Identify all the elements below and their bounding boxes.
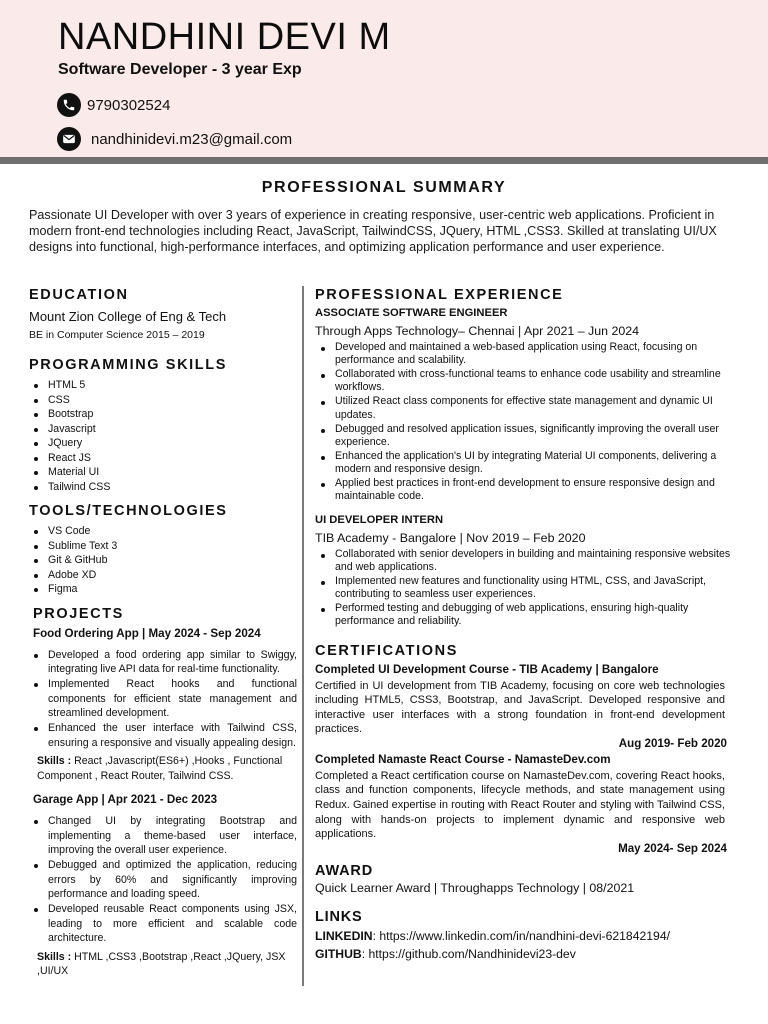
cert-date-namaste: May 2024- Sep 2024 bbox=[618, 841, 727, 855]
github-label: GITHUB bbox=[315, 946, 362, 961]
list-item: Developed reusable React components using JSX, leading to more efficient and scalable code architecture. bbox=[29, 902, 297, 946]
list-item: Bootstrap bbox=[29, 407, 297, 422]
phone-number[interactable]: 9790302524 bbox=[87, 96, 171, 114]
github-link[interactable] bbox=[315, 947, 749, 961]
education-heading: EDUCATION bbox=[29, 287, 129, 303]
left-column bbox=[29, 287, 297, 979]
list-item: Developed and maintained a web-based application using React, focusing on performance and scalability. bbox=[316, 341, 749, 368]
candidate-role: Software Developer - 3 year Exp bbox=[58, 61, 302, 78]
list-item: Applied best practices in front-end development to ensure responsive design and maintainable code. bbox=[316, 477, 749, 504]
project-title-garage: Garage App | Apr 2021 - Dec 2023 bbox=[33, 793, 218, 806]
list-item: JQuery bbox=[29, 436, 297, 451]
list-item: CSS bbox=[29, 393, 297, 408]
award-text: Quick Learner Award | Throughapps Technology | 08/2021 bbox=[315, 880, 635, 895]
cert-title-tib: Completed UI Development Course - TIB Academy | Bangalore bbox=[315, 662, 659, 676]
list-item: VS Code bbox=[29, 524, 297, 539]
project-title-food-ordering: Food Ordering App | May 2024 - Sep 2024 bbox=[33, 626, 261, 640]
skills-label: Skills : bbox=[37, 950, 72, 963]
list-item: Adobe XD bbox=[29, 568, 297, 583]
list-item: Collaborated with senior developers in building and maintaining responsive websites and web applications. bbox=[316, 548, 749, 575]
header-divider bbox=[0, 157, 768, 164]
summary-heading: PROFESSIONAL SUMMARY bbox=[261, 179, 507, 196]
linkedin-label: LINKEDIN bbox=[315, 928, 373, 943]
list-item: Changed UI by integrating Bootstrap and implementing a theme-based user interface, improving the overall user experience. bbox=[29, 814, 297, 858]
email-contact bbox=[57, 127, 292, 151]
list-item: Developed a food ordering app similar to Swiggy, integrating live API data for real-time functionality. bbox=[29, 648, 297, 677]
mail-icon bbox=[57, 127, 81, 151]
list-item: Utilized React class components for effective state management and dynamic UI updates. bbox=[316, 395, 749, 422]
summary-text: Passionate UI Developer with over 3 years of experience in creating responsive, user-centric web applications. Proficient in modern front-end technologies including React, JavaScript, TailwindCSS, JQuery, HTML ,CSS3. Skilled at translating UI/UX designs into functional, high-performance interfaces, and optimizing application performance and user experience. bbox=[29, 208, 717, 254]
project-skills-food-ordering bbox=[29, 754, 297, 783]
job-bullets-intern bbox=[315, 548, 749, 629]
skills-list bbox=[29, 378, 297, 494]
education-school: Mount Zion College of Eng & Tech bbox=[29, 309, 227, 324]
cert-text-namaste: Completed a React certification course on NamasteDev.com, covering React hooks, class and function components, lifecycle methods, and state management using Redux. Gained expertise in routing with React Router and styling with Tailwind CSS, along with hands-on projects to implement dynamic and responsive web applications. bbox=[315, 769, 725, 841]
job-meta-intern: TIB Academy - Bangalore | Nov 2019 – Feb 2020 bbox=[315, 530, 586, 545]
job-title-intern: UI DEVELOPER INTERN bbox=[315, 513, 444, 526]
skills-value: React ,Javascript(ES6+) ,Hooks , Functional Component , React Router, Tailwind CSS. bbox=[37, 755, 283, 782]
skills-label: Skills : bbox=[37, 755, 72, 767]
project-bullets-garage bbox=[29, 814, 297, 946]
list-item: Implemented React hooks and functional components for efficient state management and streamlined development. bbox=[29, 677, 297, 721]
github-url[interactable]: : https://github.com/Nandhinidevi23-dev bbox=[361, 946, 576, 961]
job-bullets-associate bbox=[315, 341, 749, 504]
cert-title-namaste: Completed Namaste React Course - NamasteDev.com bbox=[315, 752, 611, 766]
cert-date-tib: Aug 2019- Feb 2020 bbox=[618, 736, 727, 750]
list-item: Figma bbox=[29, 582, 297, 597]
list-item: Tailwind CSS bbox=[29, 480, 297, 495]
project-skills-garage bbox=[29, 950, 297, 979]
list-item: Sublime Text 3 bbox=[29, 539, 297, 554]
list-item: Javascript bbox=[29, 422, 297, 437]
job-meta-associate: Through Apps Technology– Chennai | Apr 2021 – Jun 2024 bbox=[315, 324, 640, 338]
tools-heading: TOOLS/TECHNOLOGIES bbox=[29, 503, 228, 519]
list-item: Material UI bbox=[29, 465, 297, 480]
list-item: Debugged and resolved application issues, significantly improving the overall user experience. bbox=[316, 423, 749, 450]
linkedin-link[interactable] bbox=[315, 929, 749, 943]
list-item: Enhanced the user interface with Tailwind CSS, ensuring a responsive and visually appealing design. bbox=[29, 721, 297, 750]
list-item: Git & GitHub bbox=[29, 553, 297, 568]
cert-text-tib: Certified in UI development from TIB Academy, focusing on core web technologies including HTML5, CSS3, Bootstrap, and JavaScript. Developed responsive and interactive user interfaces with a strong foundation in front-end development practices. bbox=[315, 679, 725, 736]
list-item: Enhanced the application's UI by integrating Material UI components, delivering a modern and responsive design. bbox=[316, 450, 749, 477]
list-item: HTML 5 bbox=[29, 378, 297, 393]
certifications-heading: CERTIFICATIONS bbox=[315, 642, 458, 659]
skills-value: HTML ,CSS3 ,Bootstrap ,React ,JQuery, JSX ,UI/UX bbox=[37, 950, 286, 977]
links-heading: LINKS bbox=[315, 908, 363, 925]
award-heading: AWARD bbox=[315, 862, 373, 879]
phone-icon bbox=[57, 93, 81, 117]
list-item: Debugged and optimized the application, reducing errors by 60% and significantly improving performance and loading speed. bbox=[29, 858, 297, 902]
experience-heading: PROFESSIONAL EXPERIENCE bbox=[315, 287, 564, 303]
project-bullets-food-ordering bbox=[29, 648, 297, 751]
linkedin-url[interactable]: : https://www.linkedin.com/in/nandhini-devi-621842194/ bbox=[372, 928, 670, 943]
education-degree: BE in Computer Science 2015 – 2019 bbox=[29, 329, 205, 341]
job-title-associate: ASSOCIATE SOFTWARE ENGINEER bbox=[315, 307, 508, 319]
phone-contact bbox=[57, 93, 170, 117]
column-divider bbox=[302, 286, 304, 986]
right-column bbox=[315, 287, 749, 961]
list-item: Collaborated with cross-functional teams to enhance code usability and streamline workflows. bbox=[316, 368, 749, 395]
list-item: Performed testing and debugging of web applications, ensuring high-quality performance and reliability. bbox=[316, 602, 749, 629]
list-item: Implemented new features and functionality using HTML, CSS, and JavaScript, contributing to seamless user experiences. bbox=[316, 575, 749, 602]
candidate-name: NANDHINI DEVI M bbox=[58, 16, 391, 58]
list-item: React JS bbox=[29, 451, 297, 466]
projects-heading: PROJECTS bbox=[33, 605, 124, 622]
tools-list bbox=[29, 524, 297, 597]
email-address[interactable]: nandhinidevi.m23@gmail.com bbox=[91, 130, 293, 148]
skills-heading: PROGRAMMING SKILLS bbox=[29, 357, 227, 373]
